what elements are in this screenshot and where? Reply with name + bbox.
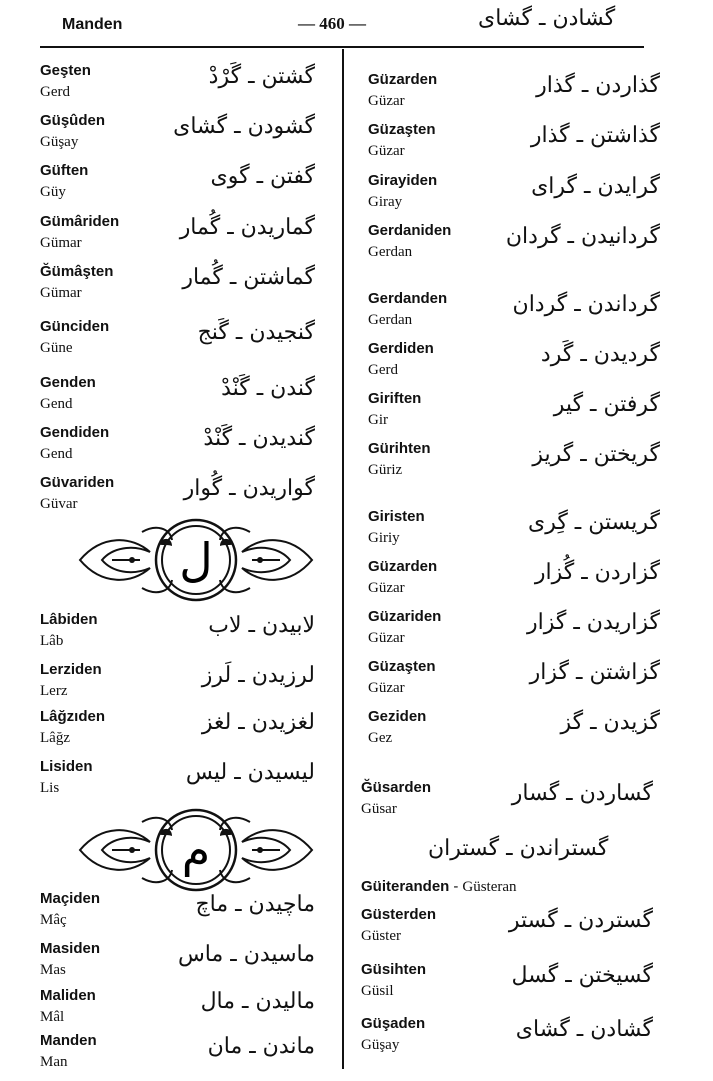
entry-arabic: گردیدن ـ گَرد: [540, 342, 660, 367]
entry-root: Güsar: [361, 801, 397, 817]
entry-root: Gend: [40, 446, 73, 462]
entry: [361, 906, 653, 950]
entry-arabic: گزیدن ـ گز: [560, 710, 660, 735]
entry: [368, 440, 660, 484]
entry-root: Güriz: [368, 462, 403, 478]
inline-entry-root: Güsteran: [462, 879, 517, 895]
entry-arabic: گریختن ـ گریز: [532, 442, 660, 467]
entry-word: Ğüsarden: [361, 779, 432, 796]
entry-root: Mâç: [40, 912, 67, 928]
entry: [368, 608, 660, 652]
entry: [40, 263, 315, 307]
entry-word: Genden: [40, 374, 96, 391]
entry: [368, 508, 660, 552]
entry-word: Güvariden: [40, 474, 115, 491]
entry-arabic: گزاشتن ـ گزار: [529, 660, 660, 685]
entry-word: Güsterden: [361, 906, 437, 923]
entry-word: Güzariden: [368, 608, 442, 625]
entry-root: Güzar: [368, 143, 405, 159]
entry-word: Maçiden: [40, 890, 101, 907]
standalone-arabic: گستراندن ـ گستران: [428, 836, 609, 861]
entry-arabic: گندن ـ گَنْدْ: [221, 376, 315, 401]
entry-word: Güzaşten: [368, 658, 436, 675]
entry-word: Giriften: [368, 390, 422, 407]
ornament-letter: م: [181, 823, 211, 877]
entry: [361, 779, 653, 823]
entry-arabic: گسیختن ـ گسل: [511, 963, 653, 988]
entry-arabic: گواریدن ـ گُوار: [183, 476, 315, 501]
entry-root: Mâl: [40, 1009, 65, 1025]
entry: [40, 112, 315, 156]
entry-arabic: گفتن ـ گوی: [210, 164, 315, 189]
entry: [368, 71, 660, 115]
entry-arabic: گستردن ـ گستر: [508, 908, 653, 933]
entry-word: Geziden: [368, 708, 427, 725]
entry-word: Güşûden: [40, 112, 106, 129]
entry: [40, 758, 315, 802]
entry-arabic: مالیدن ـ مال: [200, 989, 315, 1014]
running-head-left: Manden: [62, 16, 123, 33]
entry-root: Gir: [368, 412, 388, 428]
entry-root: Lâğz: [40, 730, 70, 746]
entry-word: Güsihten: [361, 961, 427, 978]
entry-word: Günciden: [40, 318, 110, 335]
entry: [40, 708, 315, 752]
entry-arabic: ماسیدن ـ ماس: [177, 942, 315, 967]
entry: [40, 162, 315, 206]
entry-word: Güşaden: [361, 1015, 426, 1032]
entry-arabic: گریستن ـ گِری: [527, 510, 660, 535]
page-number: — 460 —: [298, 14, 366, 33]
entry-root: Güşay: [40, 134, 79, 150]
entry-root: Gerd: [368, 362, 398, 378]
entry-root: Lerz: [40, 683, 68, 699]
entry-root: Lis: [40, 780, 60, 796]
entry-word: Lisiden: [40, 758, 93, 775]
entry-word: Lâğzıden: [40, 708, 106, 725]
entry-arabic: لابیدن ـ لاب: [208, 613, 315, 638]
entry-root: Güzar: [368, 680, 405, 696]
entry-word: Güzaşten: [368, 121, 436, 138]
ornament-letter: ل: [179, 533, 213, 587]
entry-word: Gerdiden: [368, 340, 434, 357]
inline-entry-word: Güiteranden: [361, 878, 450, 895]
entry: [368, 658, 660, 702]
entry-arabic: ماچیدن ـ ماچ: [195, 892, 315, 917]
entry: [40, 213, 315, 257]
entry-arabic: گزاریدن ـ گزار: [527, 610, 660, 635]
entry-arabic: گرایدن ـ گرای: [531, 174, 660, 199]
entry-root: Güzar: [368, 93, 405, 109]
entry-word: Lâbiden: [40, 611, 98, 628]
entry-word: Maliden: [40, 987, 96, 1004]
entry-root: Lâb: [40, 633, 64, 649]
header-rule: [40, 46, 644, 48]
entry: [361, 1015, 653, 1059]
entry-root: Gümar: [40, 235, 82, 251]
entry: [40, 318, 315, 362]
entry-root: Giray: [368, 194, 403, 210]
entry: [368, 340, 660, 384]
entry: [368, 390, 660, 434]
running-head-right: گشادن ـ گشای: [478, 6, 616, 31]
entry: [40, 661, 315, 705]
entry-arabic: گذاشتن ـ گذار: [530, 123, 660, 148]
entry-root: Gümar: [40, 285, 82, 301]
entry-root: Güsil: [361, 983, 394, 999]
entry-word: Gürihten: [368, 440, 431, 457]
entry-root: Güzar: [368, 630, 405, 646]
column-divider: [342, 49, 344, 1069]
entry-root: Güster: [361, 928, 401, 944]
entry: [40, 611, 315, 655]
entry-root: Gerd: [40, 84, 70, 100]
entry-arabic: گشتن ـ گَرْدْ: [208, 64, 315, 89]
entry-root: Güşay: [361, 1037, 400, 1053]
entry-word: Gendiden: [40, 424, 110, 441]
entry-word: Gerdanden: [368, 290, 448, 307]
entry-root: Giriy: [368, 530, 400, 546]
entry: [40, 987, 315, 1031]
entry-word: Geşten: [40, 62, 91, 79]
entry-root: Gez: [368, 730, 393, 746]
entry-word: Girayiden: [368, 172, 438, 189]
inline-entry-separator: -: [453, 878, 459, 895]
entry-arabic: گساردن ـ گسار: [511, 781, 653, 806]
entry: [40, 62, 315, 106]
entry-root: Güvar: [40, 496, 78, 512]
entry-root: Güne: [40, 340, 73, 356]
entry-root: Man: [40, 1054, 68, 1070]
entry-word: Gerdaniden: [368, 222, 452, 239]
entry-word: Gümâriden: [40, 213, 120, 230]
entry-arabic: گشودن ـ گشای: [173, 114, 315, 139]
entry: [368, 121, 660, 165]
entry-arabic: ماندن ـ مان: [207, 1034, 315, 1059]
entry: [40, 374, 315, 418]
entry: [361, 961, 653, 1005]
entry-root: Gerdan: [368, 312, 413, 328]
entry-word: Güzarden: [368, 558, 438, 575]
entry: [368, 290, 660, 334]
entry-root: Güy: [40, 184, 66, 200]
entry-word: Manden: [40, 1032, 97, 1049]
entry: [40, 1032, 315, 1076]
entry-root: Güzar: [368, 580, 405, 596]
entry-word: Lerziden: [40, 661, 102, 678]
entry-word: Güzarden: [368, 71, 438, 88]
entry-root: Gend: [40, 396, 73, 412]
entry-arabic: گرفتن ـ گیر: [553, 392, 660, 417]
entry-arabic: گشادن ـ گشای: [515, 1017, 653, 1042]
entry-arabic: گماریدن ـ گُمار: [179, 215, 315, 240]
entry-word: Güften: [40, 162, 89, 179]
entry: [368, 222, 660, 266]
entry: [40, 424, 315, 468]
entry-arabic: گردانیدن ـ گردان: [505, 224, 660, 249]
entry-arabic: لغزیدن ـ لغز: [201, 710, 315, 735]
entry-word: Giristen: [368, 508, 425, 525]
entry: [40, 890, 315, 934]
entry-root: Gerdan: [368, 244, 413, 260]
entry: [368, 558, 660, 602]
entry: [368, 708, 660, 752]
entry-arabic: گنجیدن ـ گَنج: [197, 320, 315, 345]
ornament-lam: [72, 514, 320, 606]
entry-arabic: گماشتن ـ گُمار: [182, 265, 315, 290]
entry: [368, 172, 660, 216]
entry-root: Mas: [40, 962, 66, 978]
entry: [40, 474, 315, 518]
page-header: [0, 0, 713, 46]
inline-entry: [361, 878, 517, 896]
entry-word: Masiden: [40, 940, 101, 957]
entry-arabic: لیسیدن ـ لیس: [185, 760, 315, 785]
entry-arabic: لرزیدن ـ لَرز: [201, 663, 315, 688]
entry: [40, 940, 315, 984]
entry-arabic: گندیدن ـ گَنْدْ: [203, 426, 315, 451]
entry-word: Ğümâşten: [40, 263, 114, 280]
ornament-mim: [72, 804, 320, 896]
entry-arabic: گذاردن ـ گذار: [536, 73, 660, 98]
entry-arabic: گزاردن ـ گُزار: [534, 560, 660, 585]
entry-arabic: گرداندن ـ گردان: [512, 292, 660, 317]
